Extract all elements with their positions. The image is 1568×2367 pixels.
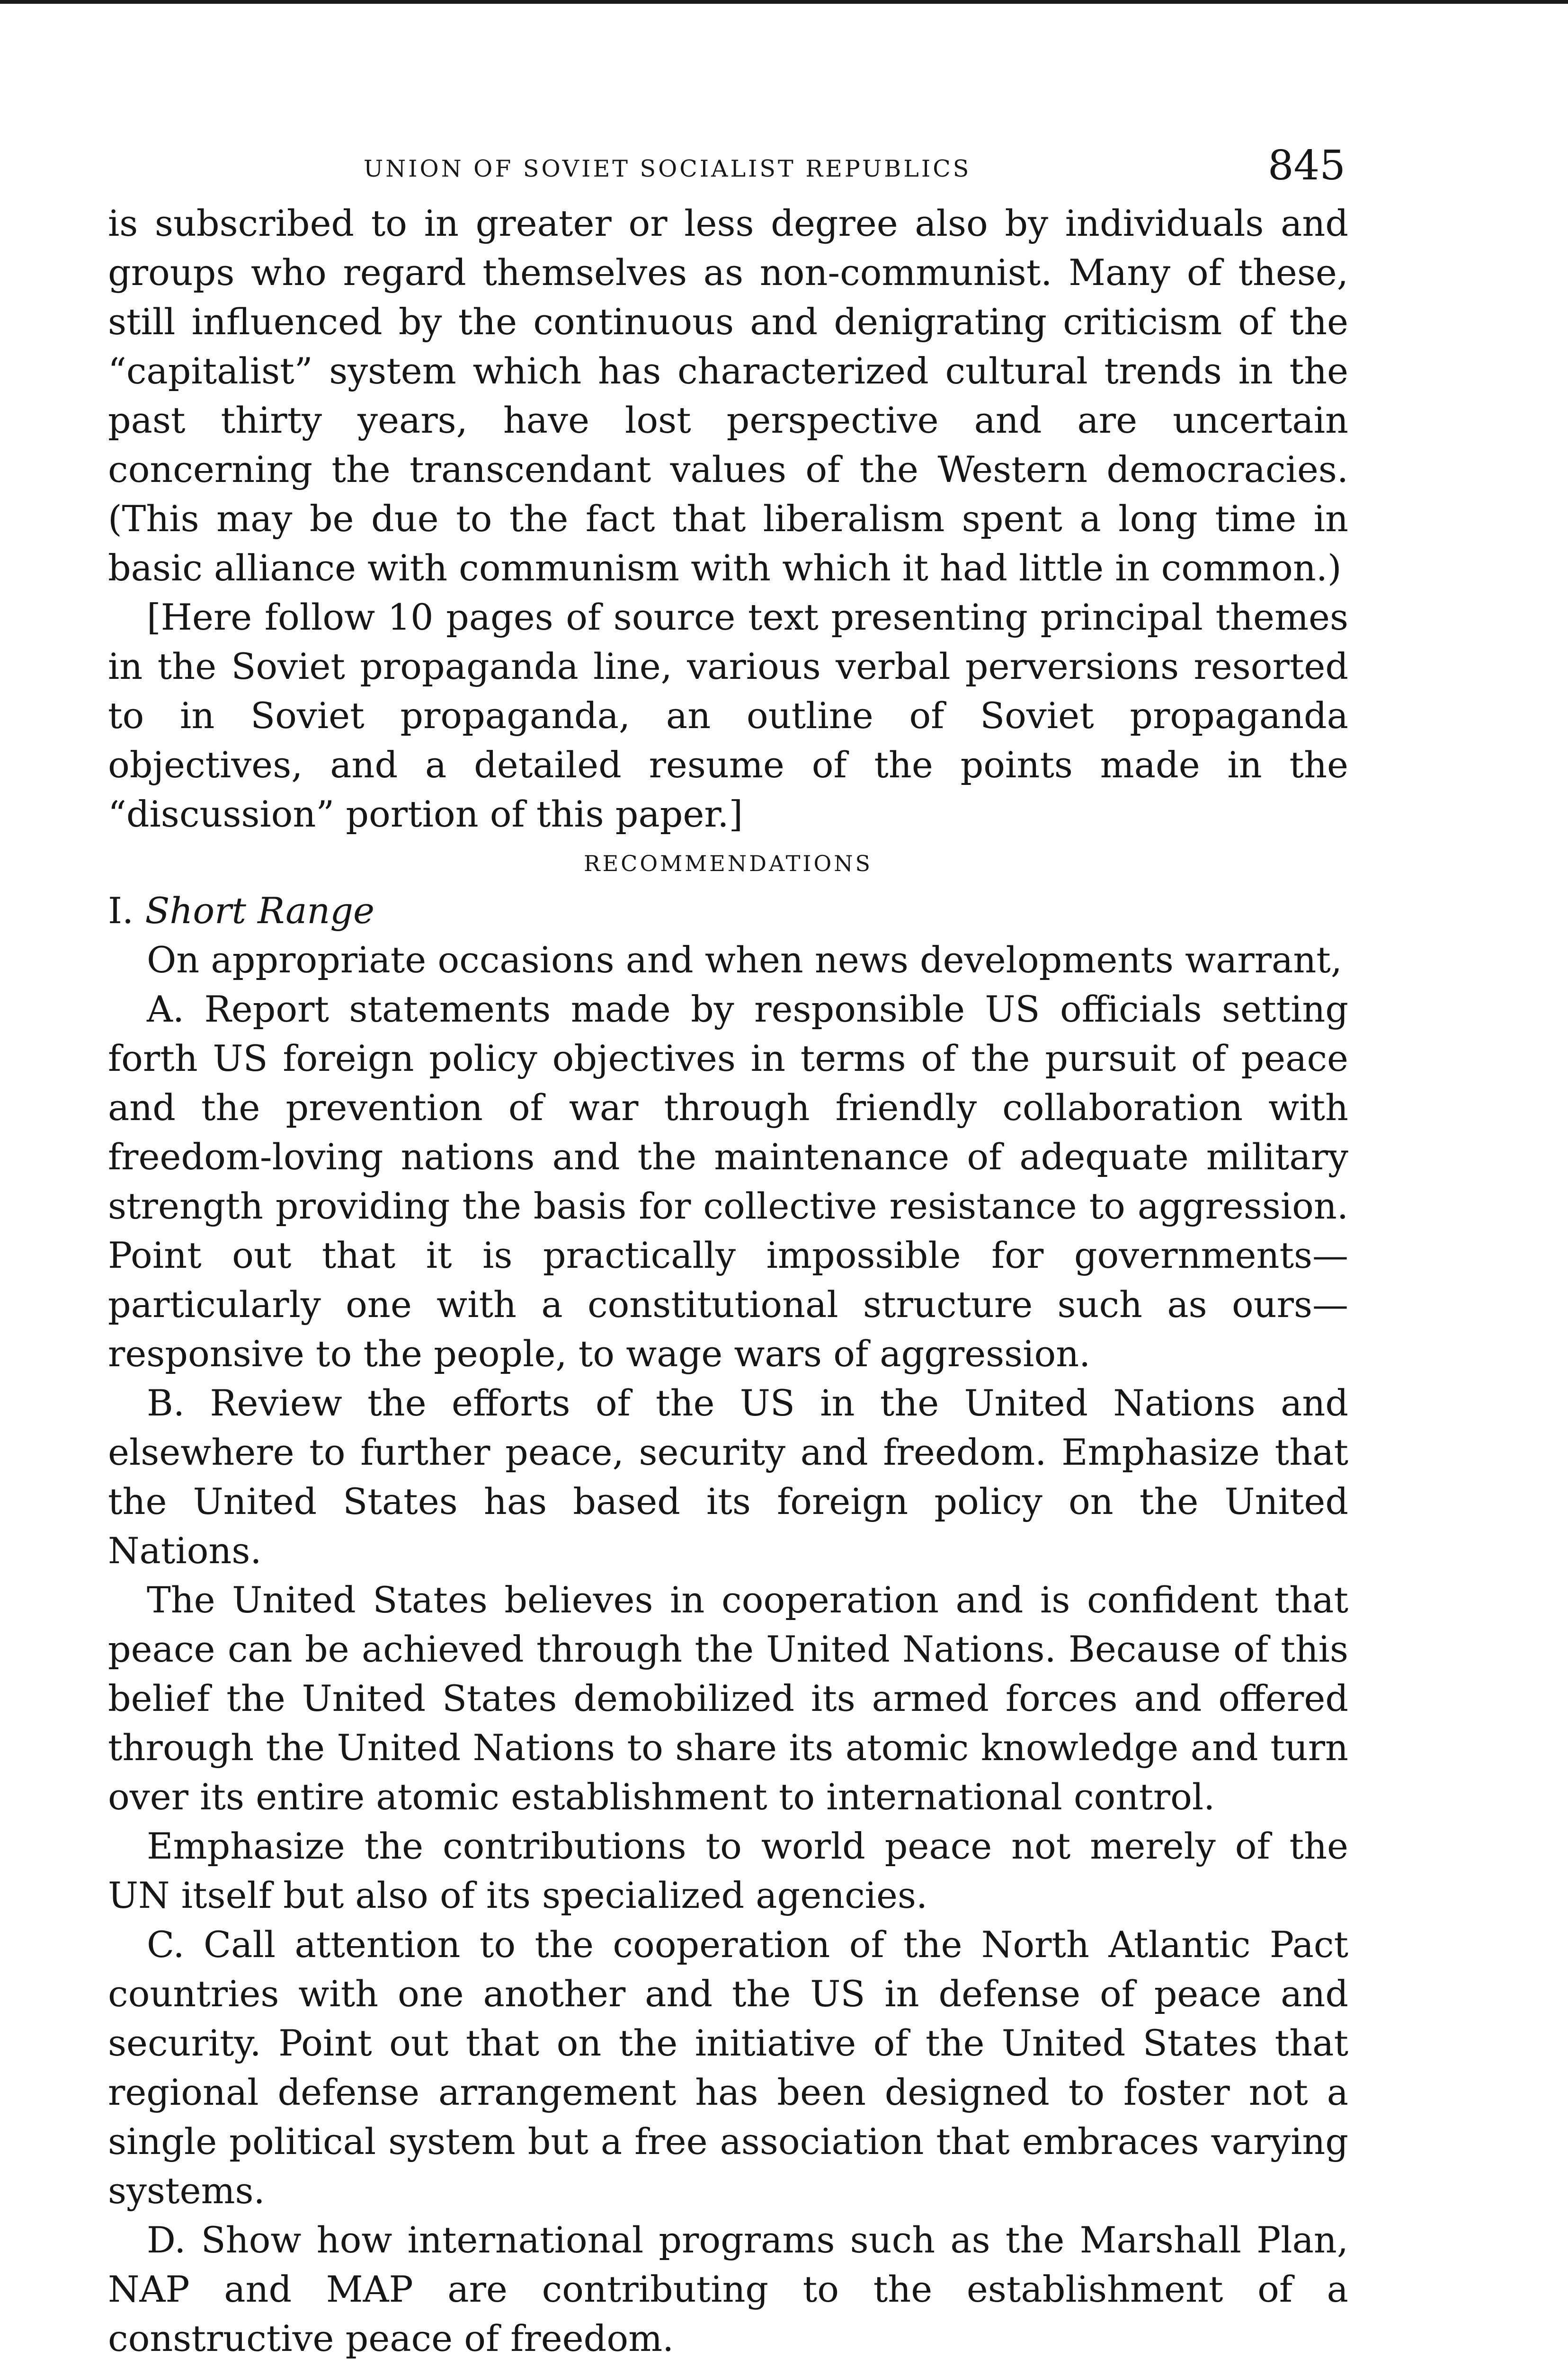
paragraph-item-b-3: Emphasize the contributions to world peace not merely of the UN itself but also of its specialized agencies. [108, 1825, 1348, 1916]
section-title: Short Range [145, 890, 375, 932]
page-number: 845 [1267, 142, 1345, 189]
section-heading [108, 886, 1348, 935]
paragraph-item-d: D. Show how international programs such as the Marshall Plan, NAP and MAP are contributing to the establishment of a constructive peace of freedom. [108, 2219, 1348, 2359]
body-text [108, 199, 1348, 2367]
paragraph-item-b-2: The United States believes in cooperation and is confident that peace can be achieved through the United Nations. Because of this belief the United States demobilized its armed forces and offered through the United Nations to share its atomic knowledge and turn over its entire atomic establishment to international control. [108, 1579, 1348, 1818]
paragraph-item-b: B. Review the efforts of the US in the United Nations and elsewhere to further peace, security and freedom. Emphasize that the United States has based its foreign policy on the United Nations. [108, 1382, 1348, 1572]
running-title: UNION OF SOVIET SOCIALIST REPUBLICS [364, 155, 971, 182]
section-number: I. [108, 890, 134, 932]
recommendations-heading: RECOMMENDATIONS [583, 851, 873, 876]
paragraph-editorial-note: [Here follow 10 pages of source text presenting principal themes in the Soviet propaganda line, various verbal perversions resorted to in Soviet propaganda, an outline of Soviet propaganda objectives, and a detailed resume of the points made in the “discussion” portion of this paper.] [108, 596, 1348, 835]
document-page [108, 142, 1348, 2367]
running-head [108, 142, 1348, 199]
paragraph-item-a: A. Report statements made by responsible US officials setting forth US foreign policy objectives in terms of the pursuit of peace and the prevention of war through friendly collaboration with freedom-loving nations and the maintenance of adequate military strength providing the basis for collective resistance to aggression. Point out that it is practically impossible for governments—particularly one with a constitutional structure such as ours—responsive to the people, to wage wars of aggression. [108, 988, 1348, 1375]
paragraph-intro: On appropriate occasions and when news developments warrant, [147, 939, 1342, 981]
paragraph-item-e [108, 2363, 1348, 2367]
paragraph-item-c: C. Call attention to the cooperation of the North Atlantic Pact countries with one another and the US in defense of peace and security. Point out that on the initiative of the United States that regional defense arrangement has been designed to foster not a single political system but a free association that embraces varying systems. [108, 1923, 1348, 2212]
paragraph-continuation: is subscribed to in greater or less degree also by individuals and groups who regard themselves as non-communist. Many of these, still influenced by the continuous and denigrating criticism of the “capitalist” system which has characterized cultural trends in the past thirty years, have lost perspective and are uncertain concerning the transcendant values of the Western democracies. (This may be due to the fact that liberalism spent a long time in basic alliance with communism with which it had little in common.) [108, 202, 1348, 589]
top-rule [0, 0, 1568, 4]
